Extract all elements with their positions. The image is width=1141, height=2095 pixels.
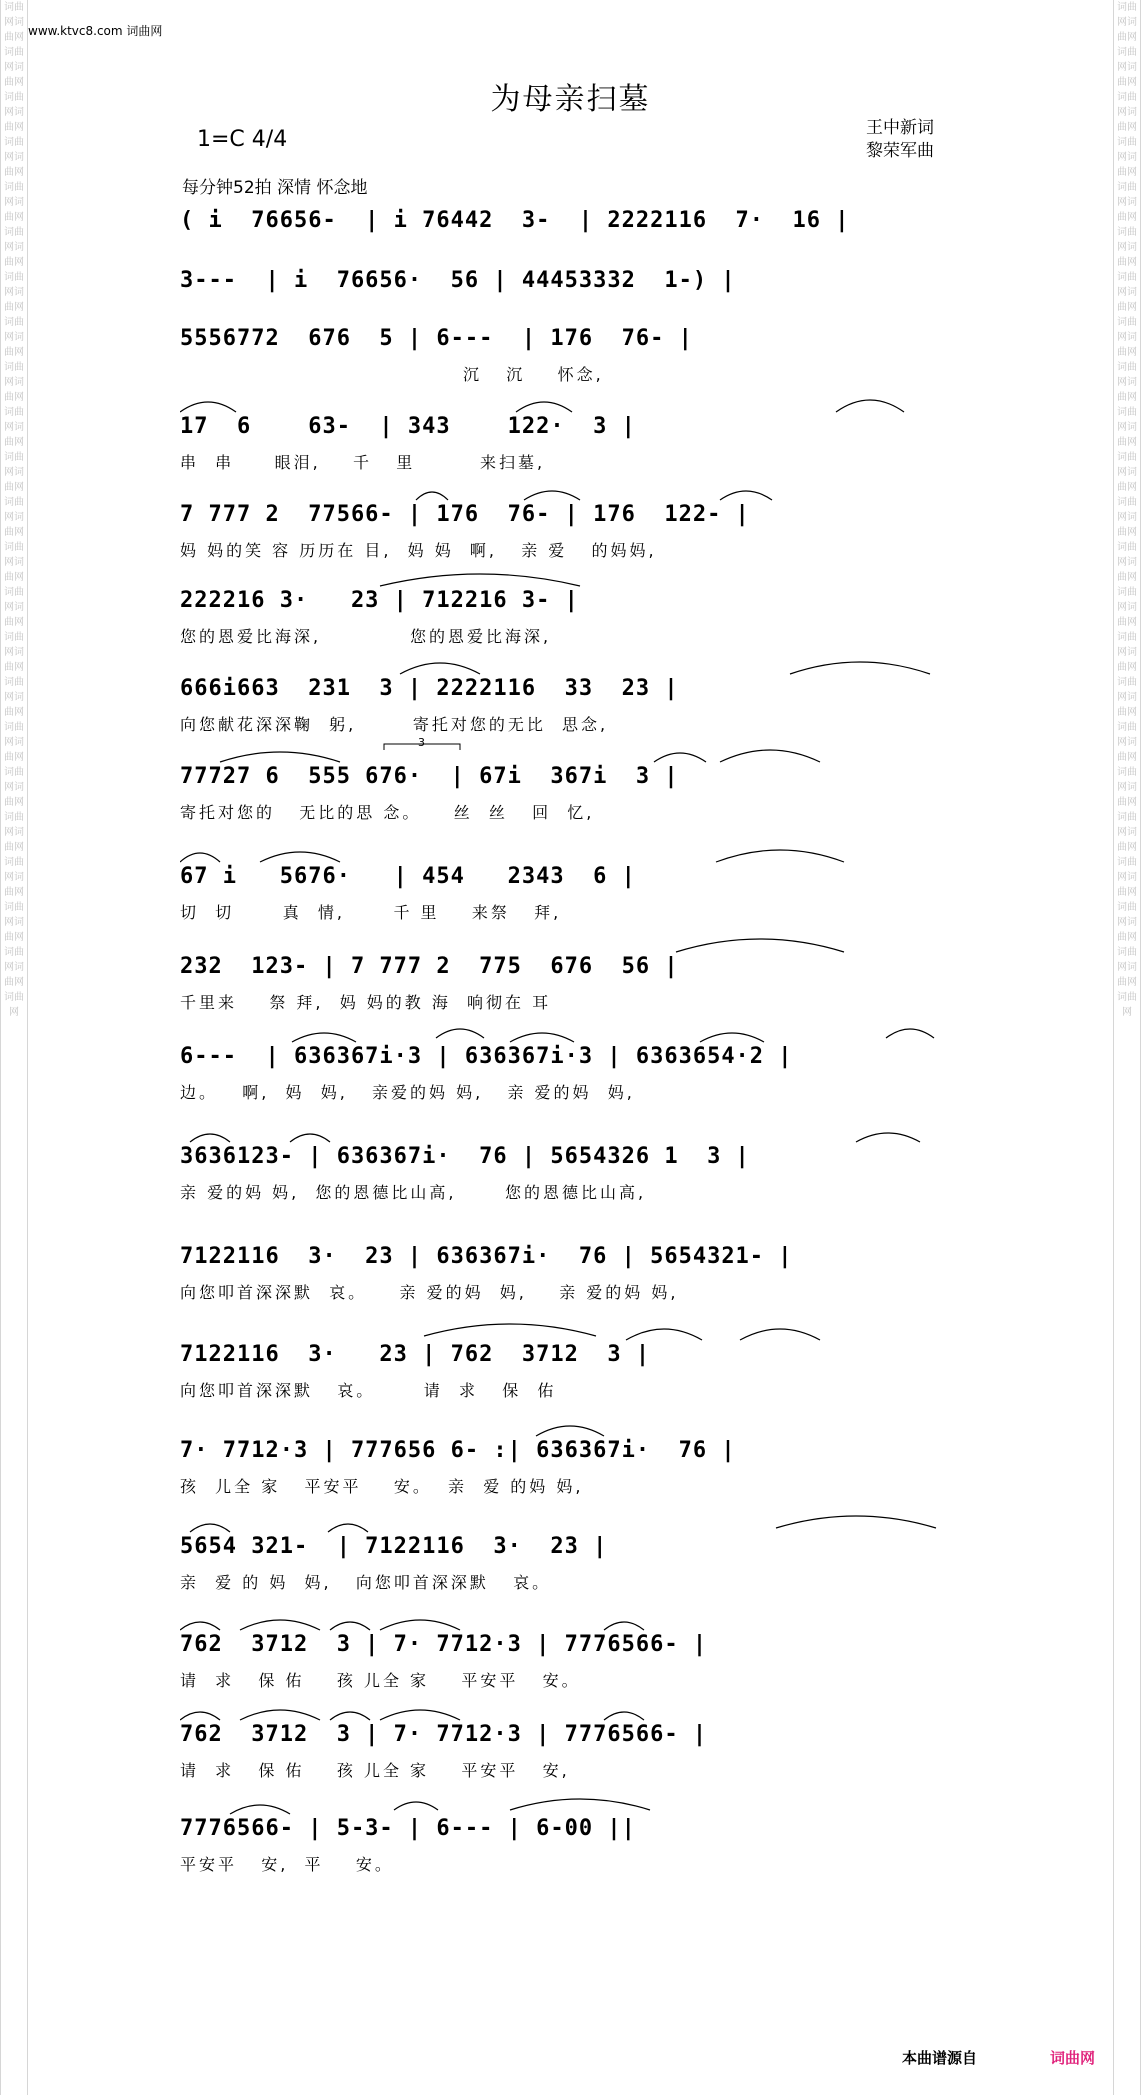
lyrics-line: 亲 爱 的 妈 妈, 向您叩首深深默 哀。 — [180, 1573, 552, 1592]
score-system — [180, 1244, 956, 1304]
score-system — [180, 1438, 956, 1498]
lyrics-line: 您的恩爱比海深, 您的恩爱比海深, — [180, 627, 552, 646]
notes-line: 5556772 676 5 | 6--- | 176 76- | — [180, 326, 693, 351]
notes-line: 232 123- | 7 777 2 775 676 56 | — [180, 954, 679, 979]
notes-line: 222216 3· 23 | 712216 3- | — [180, 588, 579, 613]
lyrics-line: 沉 沉 怀念, — [180, 365, 604, 384]
score-system — [180, 676, 956, 736]
notes-line: 6--- | 636367i·3 | 636367i·3 | 6363654·2 | — [180, 1044, 793, 1069]
score-system — [180, 268, 956, 328]
side-watermark-left: 词曲网词曲网词曲网词曲网词曲网词曲网词曲网词曲网词曲网词曲网词曲网词曲网词曲网词曲网词曲网词曲网词曲网词曲网词曲网词曲网词曲网词曲网词曲网词曲网词曲网词曲网词曲网词曲网词曲网词曲网词曲网词曲网词曲网词曲网词曲网词曲网词曲网词曲网词曲网词曲网词曲网词曲网词曲网词曲网词曲网 — [0, 0, 28, 2095]
lyrics-line: 亲 爱的妈 妈, 您的恩德比山高, 您的恩德比山高, — [180, 1183, 647, 1202]
notes-line: 5654 321- | 7122116 3· 23 | — [180, 1534, 608, 1559]
lyrics-line: 平安平 安, 平 安。 — [180, 1855, 394, 1874]
notes-line: 7776566- | 5-3- | 6--- | 6-00 || — [180, 1816, 636, 1841]
site-header: www.ktvc8.com 词曲网 — [28, 24, 163, 38]
notes-line: 666i663 231 3 | 2222116 33 23 | — [180, 676, 679, 701]
slur-marks — [180, 1408, 956, 1438]
slur-marks — [180, 1504, 956, 1534]
svg-text:3: 3 — [418, 736, 425, 749]
score-system — [180, 1722, 956, 1782]
notes-line: 67 i 5676· | 454 2343 6 | — [180, 864, 636, 889]
source-brand[interactable]: 词曲网 — [1050, 2049, 1096, 2067]
score-system — [180, 736, 956, 824]
score-system — [180, 954, 956, 1014]
lyrics-line: 切 切 真 情, 千 里 来祭 拜, — [180, 903, 562, 922]
score-system — [180, 1342, 956, 1402]
credits — [866, 117, 934, 163]
slur-marks — [180, 472, 956, 502]
notes-line: ( i 76656- | i 76442 3- | 2222116 7· 16 | — [180, 208, 850, 233]
slur-marks — [180, 734, 956, 764]
notes-line: 7122116 3· 23 | 636367i· 76 | 5654321- | — [180, 1244, 793, 1269]
lyrics-line: 孩 儿全 家 平安平 安。 亲 爱 的妈 妈, — [180, 1477, 584, 1496]
slur-marks — [180, 1786, 956, 1816]
slur-marks — [180, 384, 956, 414]
notes-line: 762 3712 3 | 7· 7712·3 | 7776566- | — [180, 1632, 708, 1657]
slur-marks — [180, 924, 956, 954]
notes-line: 3636123- | 636367i· 76 | 5654326 1 3 | — [180, 1144, 750, 1169]
composer: 黎荣军曲 — [866, 141, 934, 161]
slur-marks — [180, 1114, 956, 1144]
slur-marks — [180, 646, 956, 676]
notes-line: 7122116 3· 23 | 762 3712 3 | — [180, 1342, 651, 1367]
lyricist: 王中新词 — [866, 118, 934, 138]
tempo-marking: 每分钟52拍 深情 怀念地 — [182, 178, 368, 198]
score-system — [180, 1144, 956, 1204]
source-label: 本曲谱源自 — [902, 2049, 978, 2067]
slur-marks — [180, 1312, 956, 1342]
lyrics-line: 千里来 祭 拜, 妈 妈的教 海 响彻在 耳 — [180, 993, 552, 1012]
score-system — [180, 208, 956, 268]
lyrics-line: 边。 啊, 妈 妈, 亲爱的妈 妈, 亲 爱的妈 妈, — [180, 1083, 635, 1102]
notes-line: 7 777 2 77566- | 176 76- | 176 122- | — [180, 502, 750, 527]
notes-line: 762 3712 3 | 7· 7712·3 | 7776566- | — [180, 1722, 708, 1747]
lyrics-line: 向您献花深深鞠 躬, 寄托对您的无比 思念, — [180, 715, 609, 734]
key-signature: 1=C 4/4 — [197, 127, 288, 152]
score-system — [180, 864, 956, 924]
score-system — [180, 326, 956, 386]
score-system — [180, 1534, 956, 1594]
score-system — [180, 1632, 956, 1692]
lyrics-line: 串 串 眼泪, 千 里 来扫墓, — [180, 453, 546, 472]
slur-marks — [180, 834, 956, 864]
score-system — [180, 1816, 956, 1876]
score-system — [180, 502, 956, 562]
score-system — [180, 414, 956, 474]
lyrics-line: 请 求 保 佑 孩 儿全 家 平安平 安。 — [180, 1671, 581, 1690]
notes-line: 17 6 63- | 343 122· 3 | — [180, 414, 636, 439]
slur-marks — [180, 1692, 956, 1722]
notes-line: 7· 7712·3 | 777656 6- :| 636367i· 76 | — [180, 1438, 736, 1463]
page-title: 为母亲扫墓 — [490, 82, 651, 117]
notes-line: 77727 6 555 676· | 67i 367i 3 | — [180, 764, 679, 789]
lyrics-line: 妈 妈的笑 容 历历在 目, 妈 妈 啊, 亲 爱 的妈妈, — [180, 541, 657, 560]
notes-line: 3--- | i 76656· 56 | 44453332 1-) | — [180, 268, 736, 293]
side-watermark-right: 词曲网词曲网词曲网词曲网词曲网词曲网词曲网词曲网词曲网词曲网词曲网词曲网词曲网词曲网词曲网词曲网词曲网词曲网词曲网词曲网词曲网词曲网词曲网词曲网词曲网词曲网词曲网词曲网词曲网词曲网词曲网词曲网词曲网词曲网词曲网词曲网词曲网词曲网词曲网词曲网词曲网词曲网词曲网词曲网词曲网 — [1113, 0, 1141, 2095]
score-system — [180, 588, 956, 648]
lyrics-line: 向您叩首深深默 哀。 亲 爱的妈 妈, 亲 爱的妈 妈, — [180, 1283, 679, 1302]
lyrics-line: 请 求 保 佑 孩 儿全 家 平安平 安, — [180, 1761, 570, 1780]
slur-marks — [180, 558, 956, 588]
lyrics-line: 向您叩首深深默 哀。 请 求 保 佑 — [180, 1381, 557, 1400]
score-system — [180, 1044, 956, 1104]
slur-marks — [180, 1014, 956, 1044]
slur-marks — [180, 1602, 956, 1632]
lyrics-line: 寄托对您的 无比的思 念。 丝 丝 回 忆, — [180, 803, 595, 822]
